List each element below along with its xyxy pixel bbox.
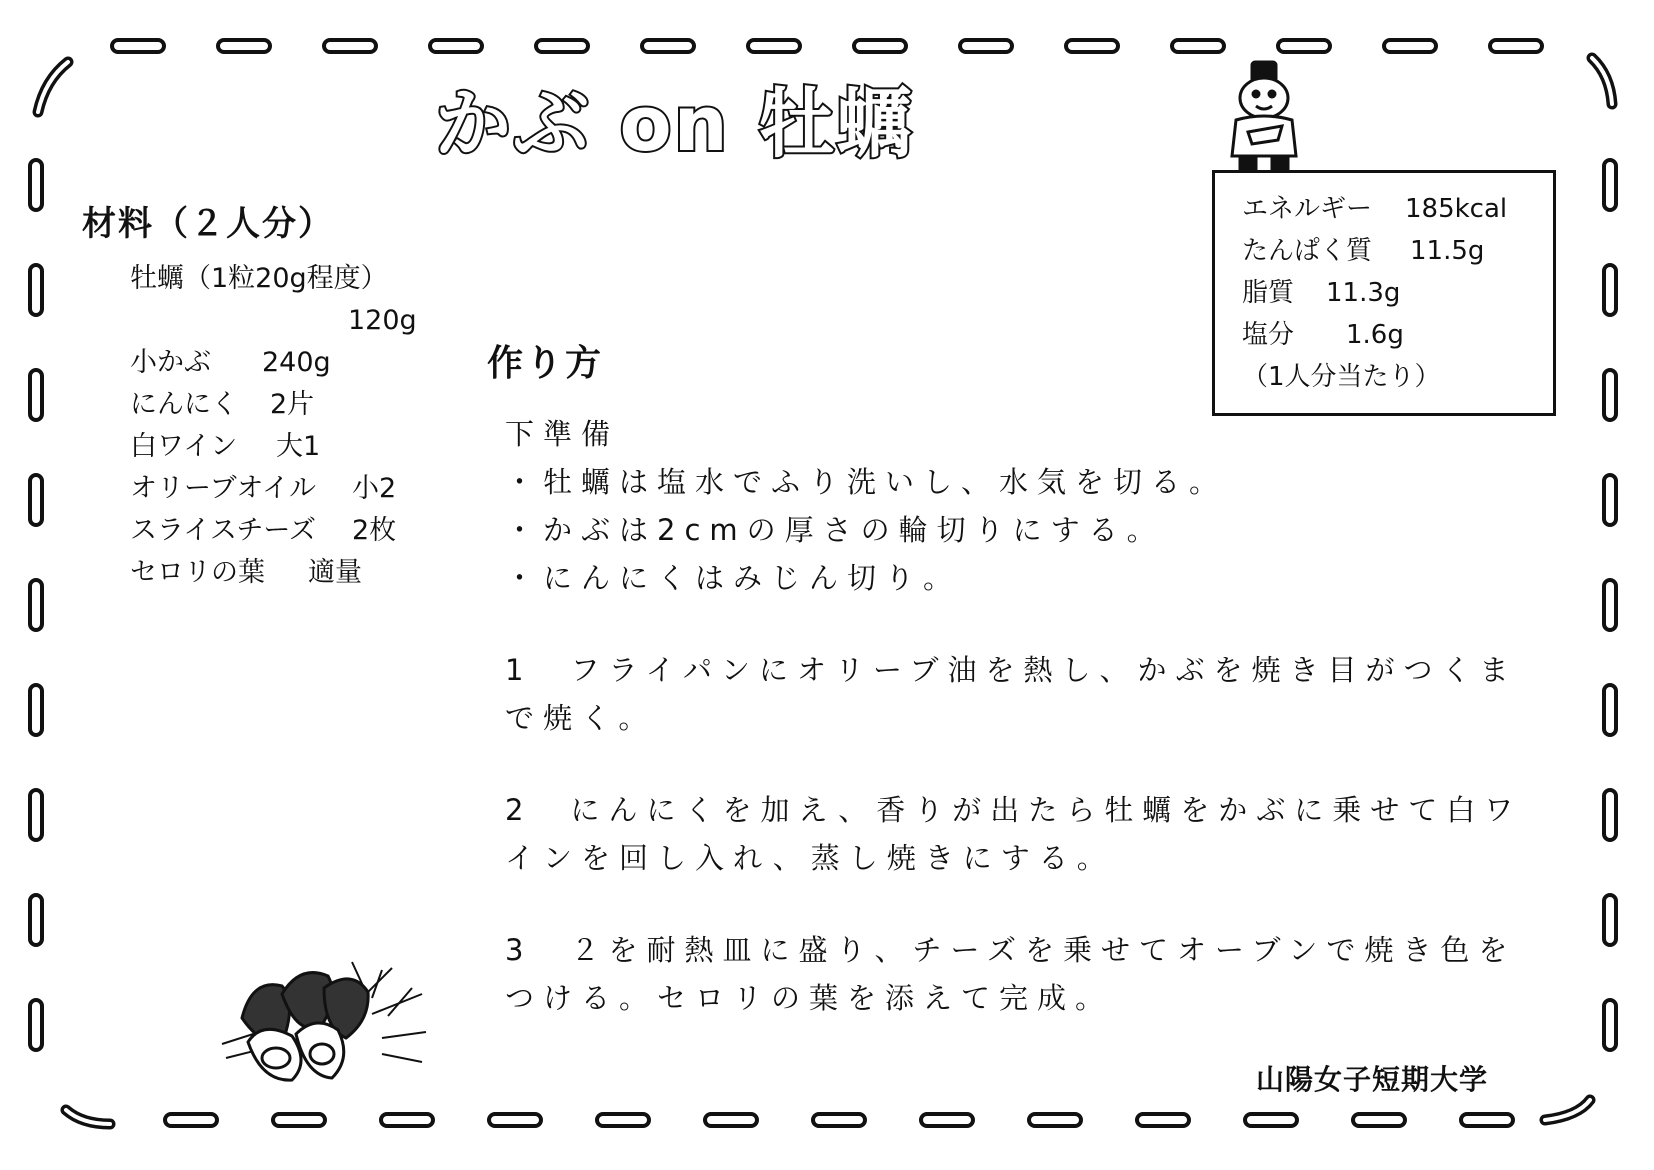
nutrition-value: 11.3g [1326,278,1401,308]
step-3-line: 3 ２を耐熱皿に盛り、チーズを乗せてオーブンで焼き色を [505,933,1517,967]
prep-heading: 下準備 [505,417,620,451]
ingredient-name: 白ワイン [130,431,238,462]
prep-item: ・牡蠣は塩水でふり洗いし、水気を切る。 [505,465,1228,499]
step-2-line: インを回し入れ、蒸し焼きにする。 [505,841,1115,875]
ingredient-row-turnip [130,342,450,384]
nutrition-row-fat [1242,277,1401,309]
nutrition-row-salt [1242,319,1404,351]
nutrition-row-protein [1242,235,1485,267]
ingredient-amount: 小2 [352,473,397,504]
nutrition-label: 塩分 [1242,320,1295,350]
recipe-title-text: かぶ on 牡蠣 [435,79,915,168]
ingredient-name: スライスチーズ [130,515,317,546]
ingredient-amount: 大1 [276,431,321,462]
step-1-line: 1 フライパンにオリーブ油を熱し、かぶを焼き目がつくま [505,653,1518,687]
ingredients-list [130,258,450,594]
nutrition-value: 185kcal [1405,194,1508,224]
school-name: 山陽女子短期大学 [1256,1063,1489,1096]
ingredient-row-white-wine [130,426,450,468]
ingredients-heading: 材料（２人分） [82,204,334,244]
ingredient-name: オリーブオイル [130,473,317,504]
ingredient-amount: 2片 [270,389,315,420]
ingredient-row-olive-oil [130,468,450,510]
nutrition-value: 1.6g [1346,320,1404,350]
step-3-line: つける。セロリの葉を添えて完成。 [505,981,1114,1015]
ingredient-row-celery [130,552,450,594]
step-1-line: で焼く。 [505,701,657,735]
ingredient-name: 小かぶ [130,347,211,378]
ingredient-name: 牡蠣（1粒20g程度） [130,263,388,294]
nutrition-note: （1人分当たり） [1242,362,1441,392]
nutrition-value: 11.5g [1410,236,1485,266]
method-body [505,410,1523,1022]
chef-illustration-icon [1222,60,1308,172]
ingredient-row-cheese [130,510,450,552]
ingredient-row-garlic [130,384,450,426]
nutrition-label: たんぱく質 [1242,236,1373,266]
ingredient-amount: 120g [348,305,417,336]
oyster-illustration-icon [212,958,432,1090]
method-heading: 作り方 [487,343,605,384]
ingredient-name: にんにく [130,389,238,420]
nutrition-label: 脂質 [1242,278,1295,308]
nutrition-row-energy [1242,193,1508,225]
ingredient-row-oyster-amount [130,300,450,342]
nutrition-box [1212,170,1556,416]
step-2-line: 2 にんにくを加え、香りが出たら牡蠣をかぶに乗せて白ワ [505,793,1523,827]
ingredient-amount: 240g [262,347,331,378]
ingredient-amount: 2枚 [352,515,397,546]
ingredient-amount: 適量 [308,557,362,588]
ingredient-row-oyster [130,258,450,300]
prep-item: ・にんにくはみじん切り。 [505,561,962,595]
prep-item: ・かぶは2cmの厚さの輪切りにする。 [505,513,1165,547]
nutrition-label: エネルギー [1242,194,1373,224]
ingredient-name: セロリの葉 [130,557,265,588]
recipe-title [435,78,915,168]
